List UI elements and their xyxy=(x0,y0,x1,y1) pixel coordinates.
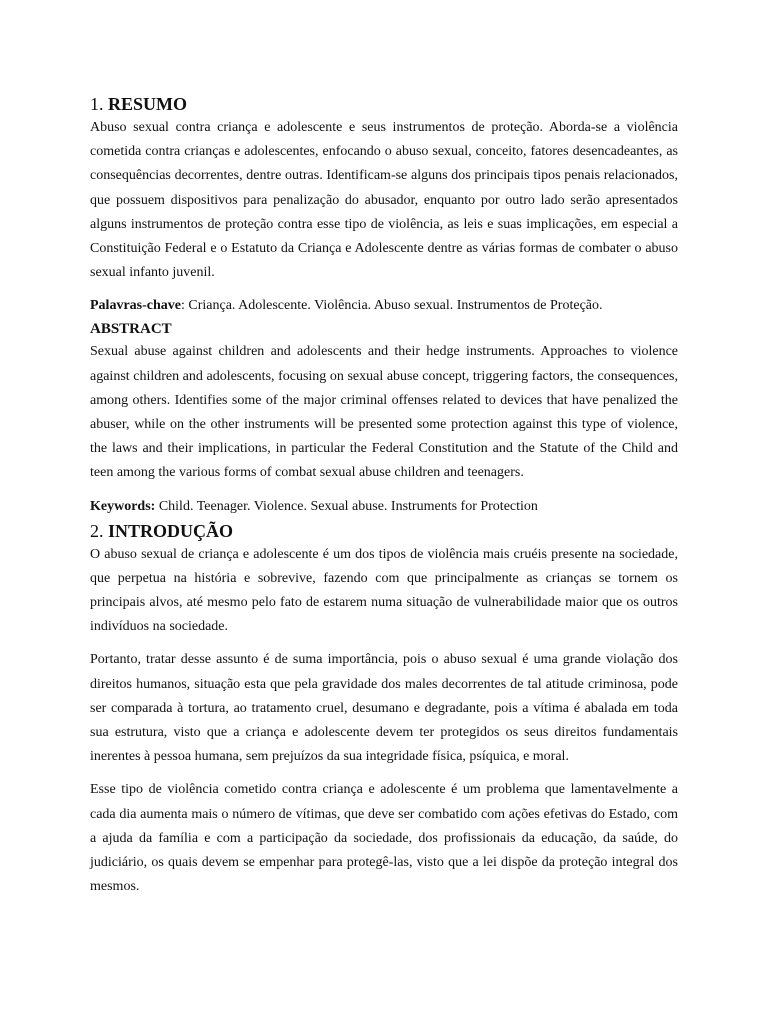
resumo-number: 1. xyxy=(90,94,104,114)
abstract-keywords-label: Keywords: xyxy=(90,498,156,514)
resumo-heading xyxy=(90,92,678,116)
document-page xyxy=(90,92,678,899)
abstract-body: Sexual abuse against children and adolescents and their hedge instruments. Approaches to violence against children and adolescents, focusing on sexual abuse concept, triggering factors, the consequences, among others. Identifies some of the major criminal offenses related to devices that have penalized the abuser, while on the other instruments will be presented some protection against this type of violence, the laws and their implications, in particular the Federal Constitution and the Statute of the Child and teen among the various forms of combat sexual abuse children and teenagers. xyxy=(90,344,678,481)
introducao-title: INTRODUÇÃO xyxy=(108,520,234,541)
abstract-keywords xyxy=(90,495,678,519)
resumo-keywords xyxy=(90,294,678,318)
resumo-title: RESUMO xyxy=(108,94,188,114)
resumo-keywords-text: : Criança. Adolescente. Violência. Abuso sexual. Instrumentos de Proteção. xyxy=(180,298,603,314)
resumo-body: Abuso sexual contra criança e adolescente e seus instrumentos de proteção. Aborda-se a violência cometida contra crianças e adolescentes, enfocando o abuso sexual, conceito, fatores desencadeantes, as consequências decorrentes, dentre outras. Identificam-se alguns dos principais tipos penais relacionados, que possuem dispositivos para penalização do abusador, enquanto por outro lado serão apresentados alguns instrumentos de proteção contra esse tipo de violência, as leis e suas implicações, em especial a Constituição Federal e o Estatuto da Criança e Adolescente dentre as várias formas de combater o abuso sexual infanto juvenil. xyxy=(90,120,678,281)
introducao-paragraph-2: Portanto, tratar desse assunto é de suma importância, pois o abuso sexual é uma grande violação dos direitos humanos, situação esta que pela gravidade dos males decorrentes de tal atitude criminosa, pode ser comparada à tortura, ao tratamento cruel, desumano e degradante, pois a vítima é abalada em toda sua estrutura, visto que a criança e adolescente devem ter protegidos os seus direitos fundamentais inerentes à pessoa humana, sem prejuízos da sua integridade física, psíquica, e moral. xyxy=(90,652,678,765)
introducao-paragraph-3: Esse tipo de violência cometido contra criança e adolescente é um problema que lamentavelmente a cada dia aumenta mais o número de vítimas, que deve ser combatido com ações efetivas do Estado, com a ajuda da família e com a participação da sociedade, dos profissionais da educação, da saúde, do judiciário, os quais devem se empenhar para protegê-las, visto que a lei dispõe da proteção integral dos mesmos. xyxy=(90,782,678,895)
introducao-number: 2. xyxy=(90,520,104,541)
abstract-keywords-text: Child. Teenager. Violence. Sexual abuse. Instruments for Protection xyxy=(155,498,538,514)
introducao-paragraph-1: O abuso sexual de criança e adolescente é um dos tipos de violência mais cruéis presente na sociedade, que perpetua na história e sobrevive, fazendo com que principalmente as crianças se tornem os principais alvos, até mesmo pelo fato de estarem numa situação de vulnerabilidade maior que os outros indivíduos na sociedade. xyxy=(90,546,678,635)
resumo-keywords-label: Palavras-chave xyxy=(90,298,181,314)
abstract-heading: ABSTRACT xyxy=(90,321,172,338)
introducao-heading xyxy=(90,519,678,543)
